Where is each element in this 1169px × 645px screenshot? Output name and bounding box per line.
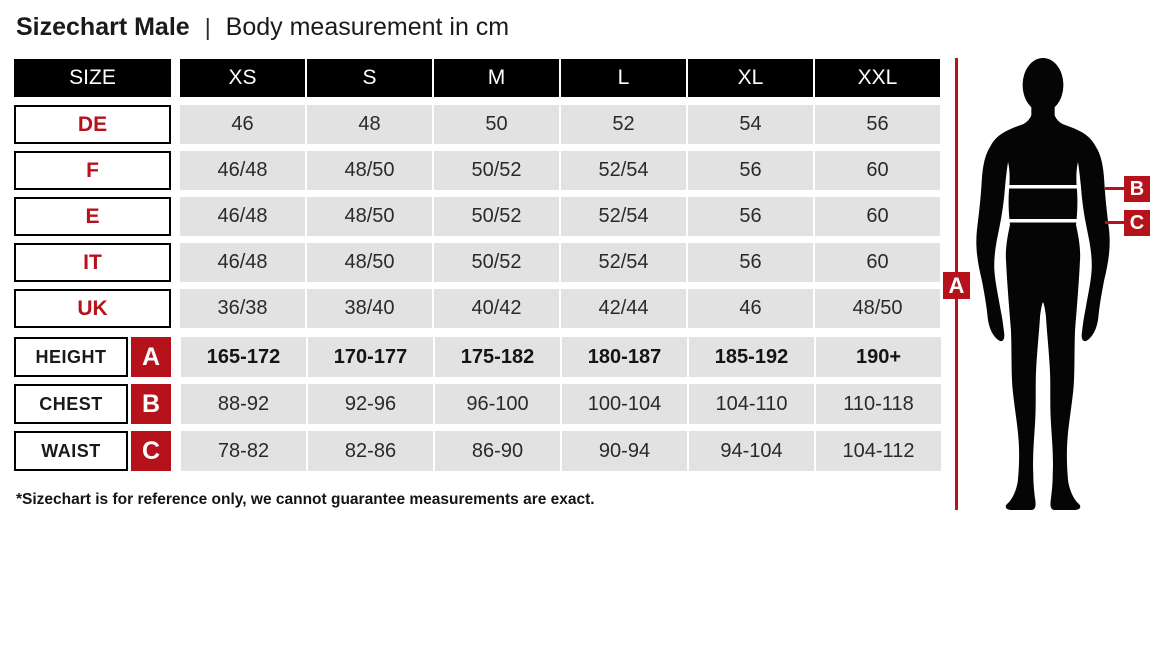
page-title — [16, 13, 509, 42]
size-cell: 56 — [815, 105, 940, 144]
size-cell: 50/52 — [434, 197, 559, 236]
column-header-xxl: XXL — [815, 59, 940, 97]
measure-cell: 180-187 — [562, 337, 687, 377]
column-header-m: M — [434, 59, 559, 97]
chest-measure-tick — [1105, 187, 1125, 190]
size-cell: 56 — [688, 197, 813, 236]
size-cell: 48/50 — [307, 243, 432, 282]
waist-label-badge: C — [1124, 210, 1150, 236]
size-cell: 52/54 — [561, 197, 686, 236]
column-header-xs: XS — [180, 59, 305, 97]
row-label-e: E — [14, 197, 171, 236]
size-cell: 56 — [688, 243, 813, 282]
size-cell: 46 — [688, 289, 813, 328]
row-label-chest: CHEST — [14, 384, 128, 424]
chest-line — [1007, 185, 1079, 189]
table-row-it — [14, 243, 943, 282]
row-label-de: DE — [14, 105, 171, 144]
measure-cell: 96-100 — [435, 384, 560, 424]
table-row-e — [14, 197, 943, 236]
chest-label-badge: B — [1124, 176, 1150, 202]
column-header-s: S — [307, 59, 432, 97]
size-cell: 50/52 — [434, 243, 559, 282]
height-label-badge: A — [943, 272, 970, 299]
row-label-height: HEIGHT — [14, 337, 128, 377]
size-cell: 52/54 — [561, 243, 686, 282]
male-silhouette-icon — [975, 58, 1111, 510]
size-cell: 50 — [434, 105, 559, 144]
column-header-l: L — [561, 59, 686, 97]
title-separator: | — [204, 14, 211, 40]
measure-cell: 78-82 — [181, 431, 306, 471]
waist-letter-badge: C — [131, 431, 171, 471]
size-cell: 48/50 — [307, 197, 432, 236]
size-cell: 52/54 — [561, 151, 686, 190]
size-cell: 40/42 — [434, 289, 559, 328]
size-cell: 48/50 — [815, 289, 940, 328]
measure-cell: 90-94 — [562, 431, 687, 471]
size-cell: 46/48 — [180, 151, 305, 190]
measure-cell: 94-104 — [689, 431, 814, 471]
table-row-uk — [14, 289, 943, 328]
measure-cell: 104-110 — [689, 384, 814, 424]
size-cell: 46 — [180, 105, 305, 144]
size-cell: 54 — [688, 105, 813, 144]
size-cell: 36/38 — [180, 289, 305, 328]
table-header-row — [14, 59, 943, 97]
measure-cell: 82-86 — [308, 431, 433, 471]
measure-cell: 88-92 — [181, 384, 306, 424]
size-cell: 56 — [688, 151, 813, 190]
measure-cell: 86-90 — [435, 431, 560, 471]
table-row-de — [14, 105, 943, 144]
measure-cell: 100-104 — [562, 384, 687, 424]
title-subtitle: Body measurement in cm — [225, 13, 510, 41]
row-label-it: IT — [14, 243, 171, 282]
size-cell: 46/48 — [180, 243, 305, 282]
measure-cell: 175-182 — [435, 337, 560, 377]
sizechart-table — [14, 59, 943, 478]
table-row-height — [14, 337, 943, 377]
size-cell: 48/50 — [307, 151, 432, 190]
measure-cell: 104-112 — [816, 431, 941, 471]
measure-cell: 170-177 — [308, 337, 433, 377]
size-cell: 38/40 — [307, 289, 432, 328]
size-cell: 60 — [815, 197, 940, 236]
footnote-text: *Sizechart is for reference only, we cannot guarantee measurements are exact. — [16, 491, 595, 508]
row-label-f: F — [14, 151, 171, 190]
waist-line — [1009, 219, 1077, 223]
measure-cell: 185-192 — [689, 337, 814, 377]
measure-cell: 110-118 — [816, 384, 941, 424]
table-row-waist — [14, 431, 943, 471]
size-cell: 60 — [815, 151, 940, 190]
measure-cell: 92-96 — [308, 384, 433, 424]
title-main: Sizechart Male — [16, 13, 190, 41]
table-row-f — [14, 151, 943, 190]
measure-cell: 165-172 — [181, 337, 306, 377]
size-header-cell: SIZE — [14, 59, 171, 97]
chest-letter-badge: B — [131, 384, 171, 424]
size-cell: 42/44 — [561, 289, 686, 328]
size-cell: 60 — [815, 243, 940, 282]
row-label-waist: WAIST — [14, 431, 128, 471]
column-header-xl: XL — [688, 59, 813, 97]
measure-cell: 190+ — [816, 337, 941, 377]
size-cell: 52 — [561, 105, 686, 144]
table-row-chest — [14, 384, 943, 424]
size-cell: 46/48 — [180, 197, 305, 236]
row-label-uk: UK — [14, 289, 171, 328]
height-letter-badge: A — [131, 337, 171, 377]
size-cell: 50/52 — [434, 151, 559, 190]
waist-measure-tick — [1105, 221, 1125, 224]
size-cell: 48 — [307, 105, 432, 144]
